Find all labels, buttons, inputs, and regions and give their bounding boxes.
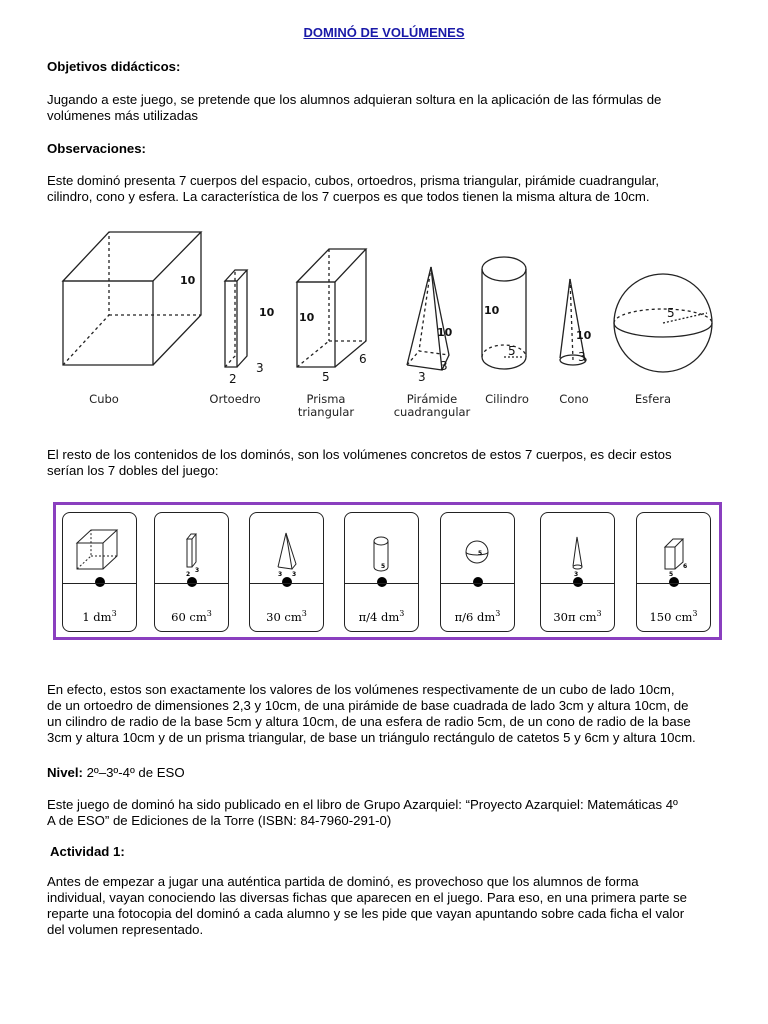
cuboid-dim-2: 2 <box>229 372 237 386</box>
label-cono: Cono <box>559 392 589 406</box>
pyramid-dim-10: 10 <box>437 326 453 339</box>
solids-figure <box>47 215 727 435</box>
cuboid-dim-10: 10 <box>259 306 275 319</box>
observaciones-heading: Observaciones: <box>47 141 146 156</box>
cube-icon <box>63 517 135 577</box>
cuboid-icon <box>155 517 227 577</box>
prism-icon-dim-5: 5 <box>669 571 674 577</box>
cuboid-icon-dim-2: 2 <box>186 571 191 577</box>
cuboid-dim-3: 3 <box>256 361 264 375</box>
observaciones-line: cilindro, cono y esfera. La característica de los 7 cuerpos es que todos tienen la misma altura de 10cm. <box>47 189 650 204</box>
label-cubo: Cubo <box>89 392 119 406</box>
domino-value: 150 $cm^3$ <box>649 609 698 624</box>
sphere-dim-5: 5 <box>667 306 675 320</box>
domino-divider <box>541 583 614 584</box>
cube-drawing <box>63 232 201 365</box>
actividad-line: del volumen representado. <box>47 922 204 937</box>
triangular-prism-drawing <box>297 249 366 367</box>
pyramid-icon-dim-3a: 3 <box>278 571 283 577</box>
domino-dot <box>282 577 292 587</box>
sphere-icon <box>441 517 513 577</box>
label-esfera: Esfera <box>634 392 672 406</box>
resto-text <box>47 447 733 479</box>
efecto-line: 3cm y altura 10cm y de un prisma triangular, de base un triángulo rectángulo de catetos 5 y 6cm y altura 10cm. <box>47 730 696 745</box>
cylinder-dim-10: 10 <box>484 304 500 317</box>
prism-dim-5: 5 <box>322 370 330 384</box>
cube-dim-10: 10 <box>180 274 196 287</box>
label-piramide: Pirámide <box>406 392 458 406</box>
sphere-drawing <box>614 274 712 372</box>
label-triangular: triangular <box>297 405 355 419</box>
domino-value: π/6 $dm^3$ <box>454 609 501 624</box>
domino-tile-cone <box>540 512 615 632</box>
prism-dim-10: 10 <box>299 311 315 324</box>
domino-tile-pyramid <box>249 512 324 632</box>
resto-line: El resto de los contenidos de los dominós, son los volúmenes concretos de estos 7 cuerpos, es decir estos <box>47 447 672 462</box>
objetivos-text <box>47 92 733 124</box>
domino-dot <box>95 577 105 587</box>
publicado-line: Este juego de dominó ha sido publicado en el libro de Grupo Azarquiel: “Proyecto Azarquiel: Matemáticas 4º <box>47 797 678 812</box>
pyramid-icon <box>250 517 322 577</box>
actividad-heading: Actividad 1: <box>50 844 125 859</box>
domino-dot <box>573 577 583 587</box>
prism-icon-dim-6: 6 <box>683 563 688 570</box>
domino-tile-sphere <box>440 512 515 632</box>
cuboid-icon-dim-3: 3 <box>195 567 200 574</box>
domino-tile-cylinder <box>344 512 419 632</box>
domino-divider <box>441 583 514 584</box>
document-title: DOMINÓ DE VOLÚMENES <box>303 25 465 40</box>
cone-dim-10: 10 <box>576 329 592 342</box>
actividad-line: individual, vayan conociendo las diversas fichas que aparecen en el juego. Para eso, en una primera parte se <box>47 890 687 905</box>
publicado-text <box>47 797 733 829</box>
prism-icon <box>637 517 709 577</box>
domino-value: π/4 $dm^3$ <box>358 609 405 624</box>
observaciones-line: Este dominó presenta 7 cuerpos del espacio, cubos, ortoedros, prisma triangular, pirámide cuadrangular, <box>47 173 660 188</box>
pyramid-icon-dim-3b: 3 <box>292 571 297 577</box>
efecto-line: En efecto, estos son exactamente los valores de los volúmenes respectivamente de un cubo de lado 10cm, <box>47 682 675 697</box>
objetivos-line: volúmenes más utilizadas <box>47 108 198 123</box>
resto-line: serían los 7 dobles del juego: <box>47 463 219 478</box>
domino-tile-prism <box>636 512 711 632</box>
domino-dot <box>669 577 679 587</box>
domino-tile-cube <box>62 512 137 632</box>
domino-dot <box>187 577 197 587</box>
sphere-icon-dim-5: 5 <box>478 550 483 557</box>
label-cilindro: Cilindro <box>485 392 529 406</box>
pyramid-dim-3a: 3 <box>418 370 426 384</box>
actividad-line: reparte una fotocopia del dominó a cada alumno y se les pide que vayan apuntando sobre cada ficha el valor <box>47 906 685 921</box>
domino-value: 30π $cm^3$ <box>553 609 602 624</box>
observaciones-text <box>47 173 733 205</box>
actividad-line: Antes de empezar a jugar una auténtica partida de dominó, es provechoso que los alumnos de forma <box>47 874 639 889</box>
efecto-text <box>47 682 733 746</box>
cone-dim-3: 3 <box>578 350 586 364</box>
label-ortoedro: Ortoedro <box>209 392 261 406</box>
solids-illustration <box>47 215 727 435</box>
publicado-line: A de ESO” de Ediciones de la Torre (ISBN: 84-7960-291-0) <box>47 813 392 828</box>
domino-dot <box>473 577 483 587</box>
objetivos-heading: Objetivos didácticos: <box>47 59 181 74</box>
cuboid-drawing <box>225 270 247 367</box>
domino-doubles-frame <box>53 502 722 640</box>
domino-dot <box>377 577 387 587</box>
domino-divider <box>63 583 136 584</box>
efecto-line: de un ortoedro de dimensiones 2,3 y 10cm, de una pirámide de base cuadrada de lado 3cm y altura 10cm, de <box>47 698 689 713</box>
cone-icon <box>541 517 613 577</box>
actividad-text <box>47 874 733 938</box>
cylinder-dim-5: 5 <box>508 344 516 358</box>
domino-tile-cuboid <box>154 512 229 632</box>
pyramid-drawing <box>407 267 449 370</box>
pyramid-dim-3b: 3 <box>440 359 448 373</box>
cylinder-icon <box>345 517 417 577</box>
objetivos-line: Jugando a este juego, se pretende que los alumnos adquieran soltura en la aplicación de las fórmulas de <box>47 92 662 107</box>
cone-icon-dim-3: 3 <box>574 571 579 577</box>
domino-value: 30 $cm^3$ <box>266 609 307 624</box>
domino-value: 60 $cm^3$ <box>171 609 212 624</box>
domino-divider <box>345 583 418 584</box>
domino-divider <box>250 583 323 584</box>
domino-value: 1 $dm^3$ <box>82 609 117 624</box>
prism-dim-6: 6 <box>359 352 367 366</box>
nivel-value: 2º–3º-4º de ESO <box>82 765 185 780</box>
cylinder-icon-dim-5: 5 <box>381 563 386 570</box>
nivel-label: Nivel: <box>47 765 83 780</box>
efecto-line: un cilindro de radio de la base 5cm y altura 10cm, de una esfera de radio 5cm, de un cono de radio de la base <box>47 714 691 729</box>
label-cuadrangular: cuadrangular <box>393 405 471 419</box>
nivel-line <box>47 765 733 781</box>
domino-divider <box>637 583 710 584</box>
label-prisma: Prisma <box>306 392 346 406</box>
domino-divider <box>155 583 228 584</box>
